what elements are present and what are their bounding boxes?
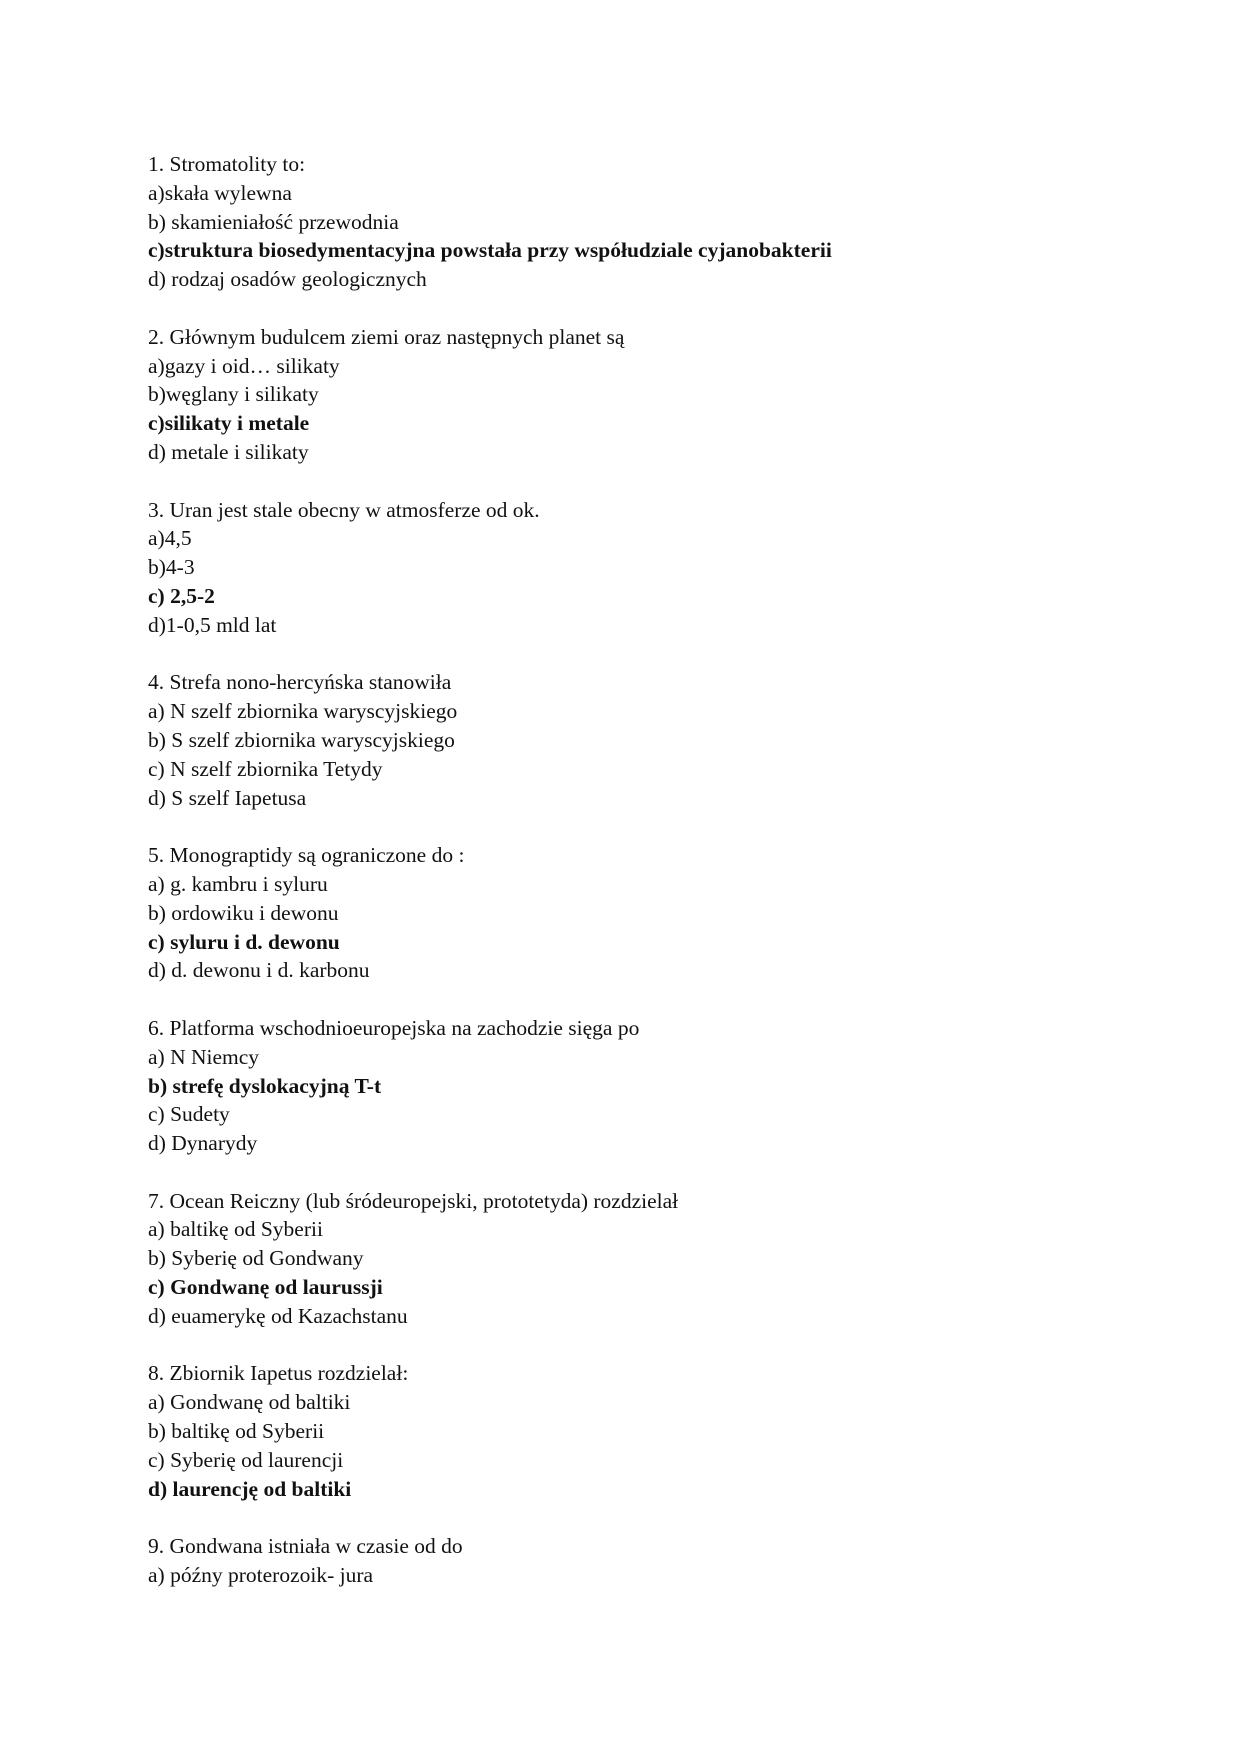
question-text: 2. Głównym budulcem ziemi oraz następnych planet są	[148, 324, 625, 349]
question-4	[148, 668, 1148, 812]
answer-option: d) rodzaj osadów geologicznych	[148, 267, 427, 292]
answer-option: a)4,5	[148, 526, 192, 551]
question-6	[148, 1014, 1148, 1158]
answer-option: b) S szelf zbiornika waryscyjskiego	[148, 727, 455, 752]
question-5	[148, 841, 1148, 985]
question-text: 3. Uran jest stale obecny w atmosferze od ok.	[148, 497, 540, 522]
question-7	[148, 1187, 1148, 1331]
correct-answer-option: c)struktura biosedymentacyjna powstała przy współudziale cyjanobakterii	[148, 238, 832, 263]
answer-option: a) g. kambru i syluru	[148, 871, 328, 896]
answer-option: b)węglany i silikaty	[148, 382, 319, 407]
answer-option: c) Syberię od laurencji	[148, 1447, 344, 1472]
answer-option: a) baltikę od Syberii	[148, 1217, 323, 1242]
answer-option: d) S szelf Iapetusa	[148, 785, 307, 810]
answer-option: d)1-0,5 mld lat	[148, 612, 277, 637]
correct-answer-option: c) 2,5-2	[148, 583, 215, 608]
question-text: 4. Strefa nono-hercyńska stanowiła	[148, 670, 452, 695]
correct-answer-option: c) syluru i d. dewonu	[148, 929, 340, 954]
answer-option: a)gazy i oid… silikaty	[148, 353, 340, 378]
correct-answer-option: c) Gondwanę od laurussji	[148, 1275, 383, 1300]
question-text: 6. Platforma wschodnioeuropejska na zachodzie sięga po	[148, 1015, 640, 1040]
answer-option: c) Sudety	[148, 1102, 230, 1127]
answer-option: d) Dynarydy	[148, 1131, 258, 1156]
question-9	[148, 1532, 1148, 1590]
question-text: 7. Ocean Reiczny (lub śródeuropejski, prototetyda) rozdzielał	[148, 1188, 679, 1213]
question-3	[148, 496, 1148, 640]
answer-option: d) euamerykę od Kazachstanu	[148, 1303, 408, 1328]
correct-answer-option: d) laurencję od baltiki	[148, 1476, 352, 1501]
answer-option: b) baltikę od Syberii	[148, 1419, 325, 1444]
question-text: 1. Stromatolity to:	[148, 152, 306, 176]
answer-option: a) N szelf zbiornika waryscyjskiego	[148, 699, 458, 724]
answer-option: b)4-3	[148, 555, 195, 580]
answer-option: b) ordowiku i dewonu	[148, 900, 339, 925]
document-page	[148, 150, 1148, 1619]
question-text: 8. Zbiornik Iapetus rozdzielał:	[148, 1361, 409, 1386]
answer-option: c) N szelf zbiornika Tetydy	[148, 756, 383, 781]
question-2	[148, 323, 1148, 467]
answer-option: b) skamieniałość przewodnia	[148, 209, 399, 234]
question-text: 5. Monograptidy są ograniczone do :	[148, 843, 465, 868]
answer-option: a)skała wylewna	[148, 180, 292, 205]
question-8	[148, 1359, 1148, 1503]
question-1	[148, 150, 1148, 294]
correct-answer-option: b) strefę dyslokacyjną T-t	[148, 1073, 382, 1098]
answer-option: a) późny proterozoik- jura	[148, 1563, 374, 1588]
answer-option: d) d. dewonu i d. karbonu	[148, 958, 370, 983]
answer-option: b) Syberię od Gondwany	[148, 1246, 364, 1271]
answer-option: a) N Niemcy	[148, 1044, 260, 1069]
answer-option: d) metale i silikaty	[148, 439, 309, 464]
question-text: 9. Gondwana istniała w czasie od do	[148, 1534, 463, 1559]
answer-option: a) Gondwanę od baltiki	[148, 1390, 351, 1415]
correct-answer-option: c)silikaty i metale	[148, 411, 310, 436]
